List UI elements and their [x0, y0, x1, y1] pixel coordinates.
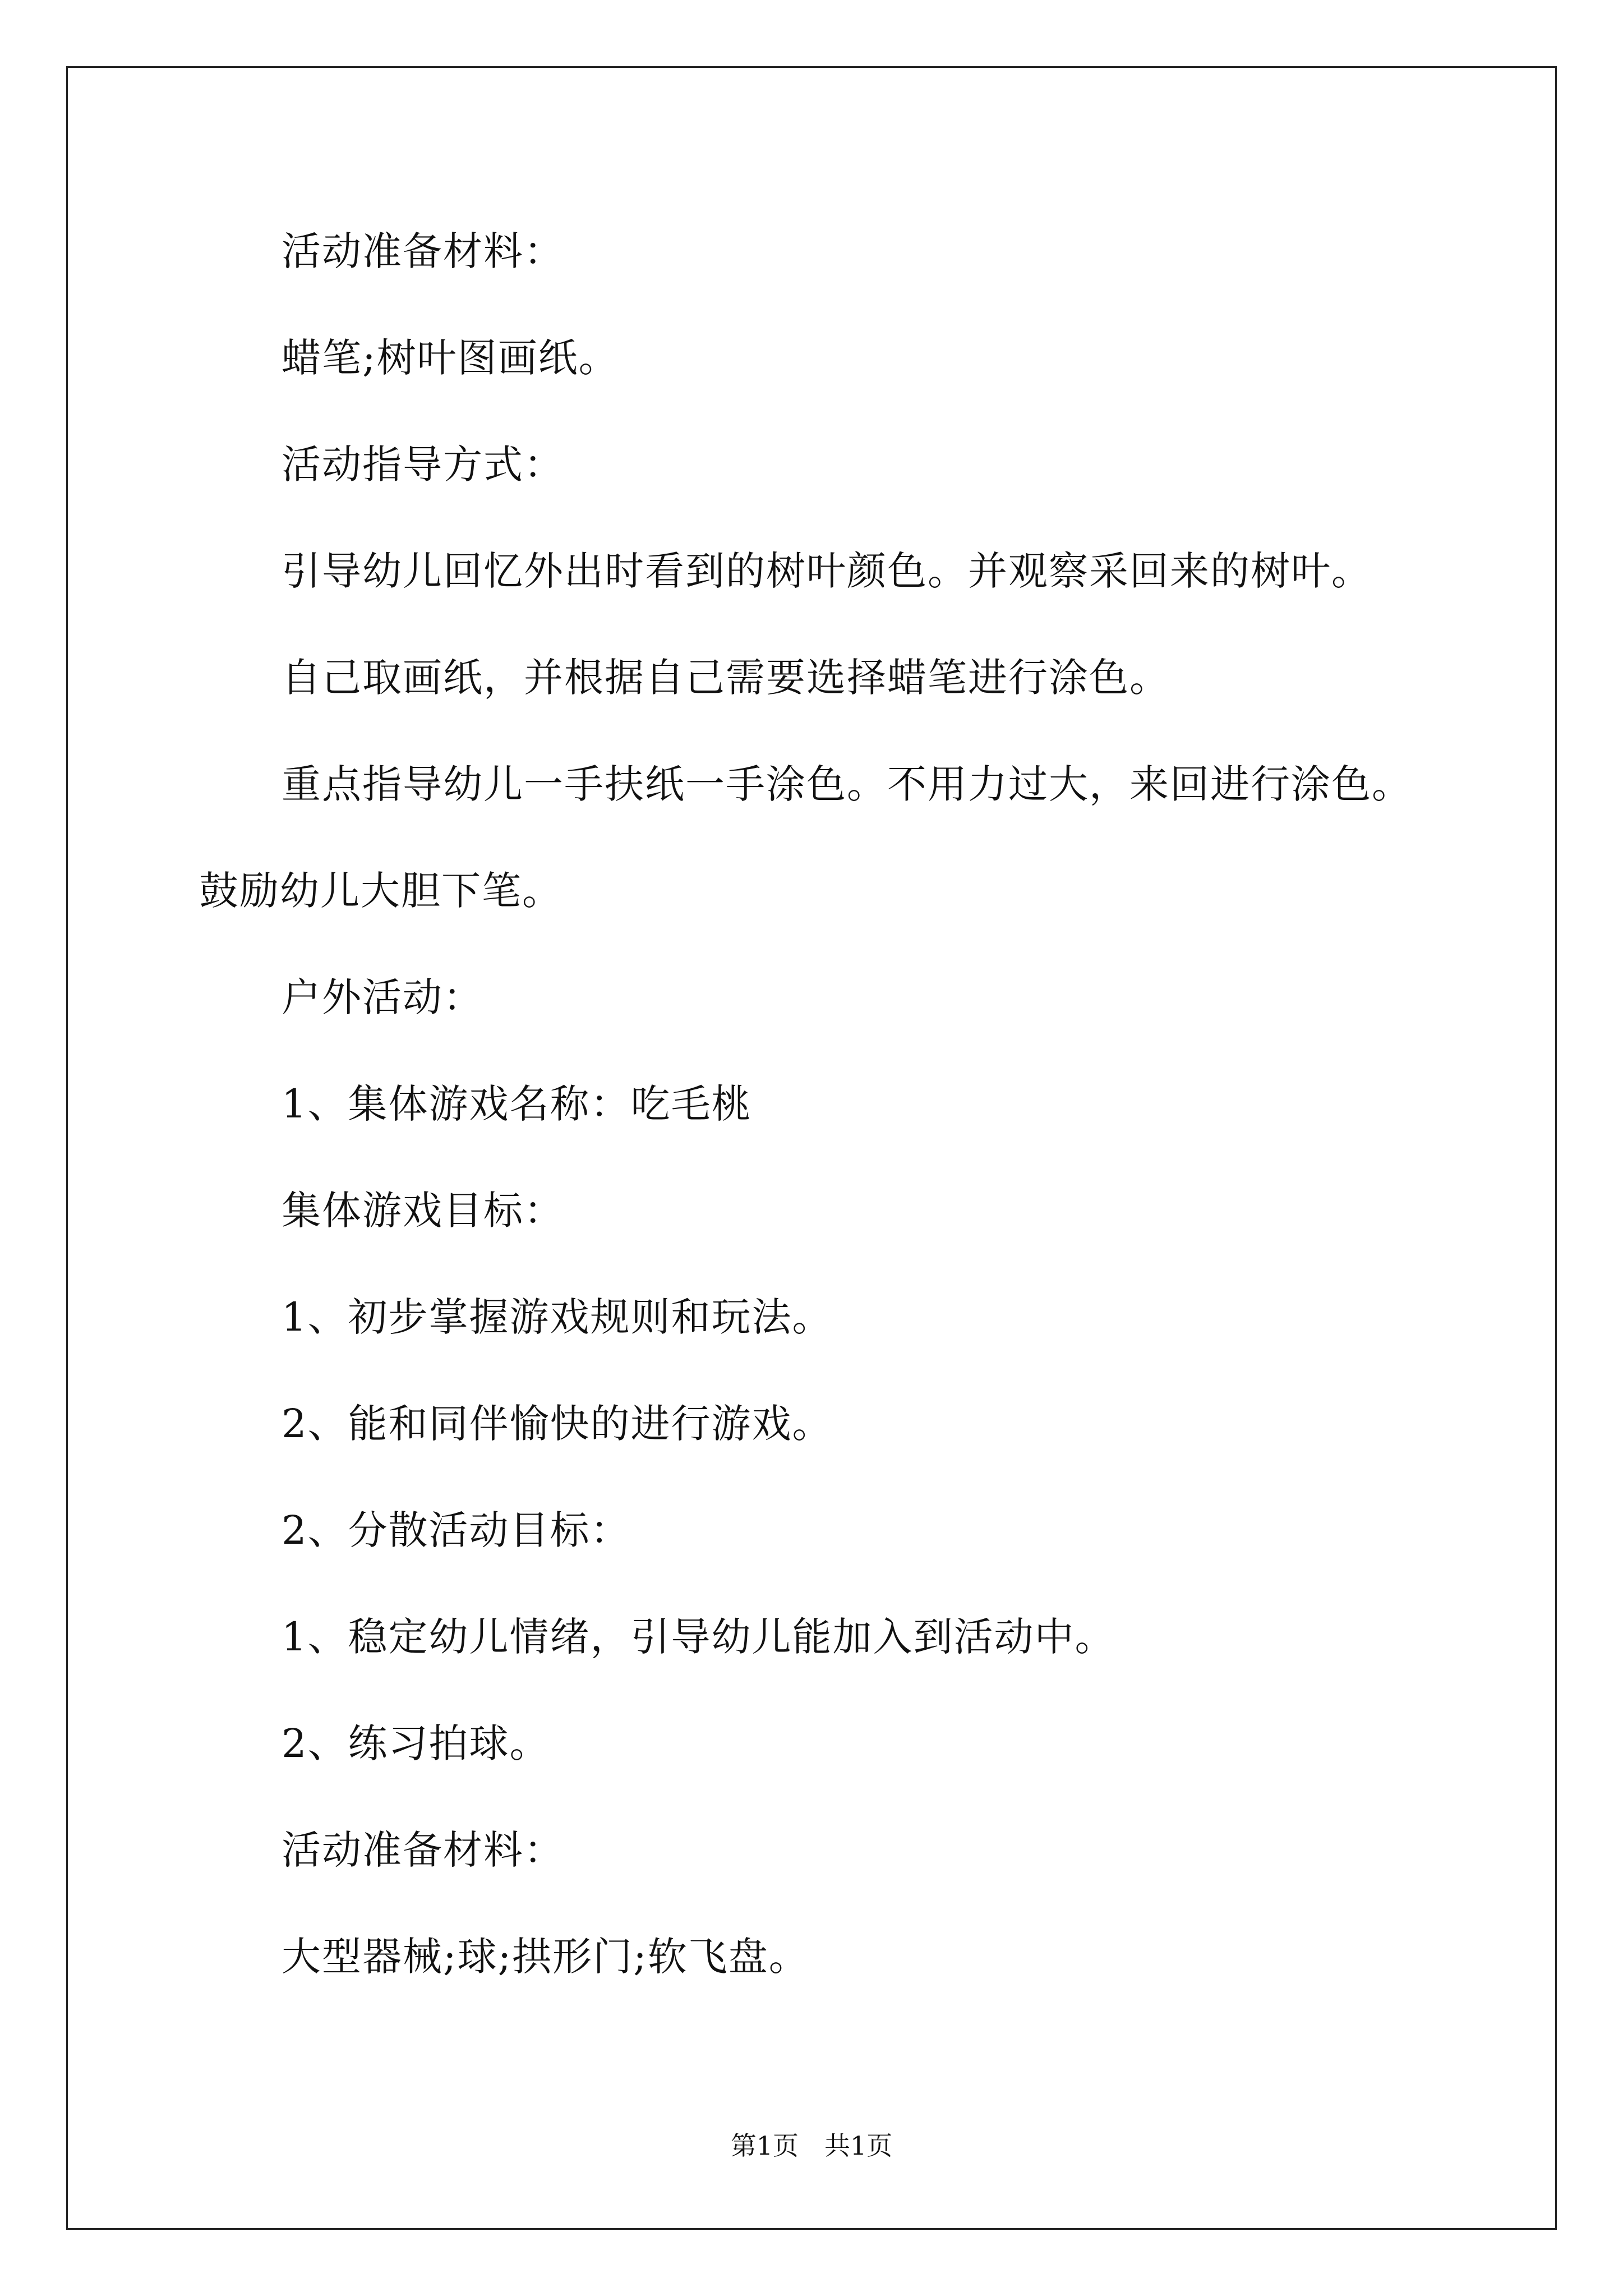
paragraph-guidance-1: 引导幼儿回忆外出时看到的树叶颜色。并观察采回来的树叶。 — [282, 548, 1372, 594]
page-border — [66, 66, 1557, 2230]
paragraph-materials-heading-1: 活动准备材料： — [282, 228, 564, 274]
paragraph-materials-list-1: 蜡笔;树叶图画纸。 — [282, 335, 619, 381]
paragraph-guidance-3: 重点指导幼儿一手扶纸一手涂色。不用力过大，来回进行涂色。 — [282, 761, 1412, 807]
paragraph-group-game-goal-1: 1、初步掌握游戏规则和玩法。 — [282, 1294, 833, 1340]
paragraph-guidance-3-continued: 鼓励幼儿大胆下笔。 — [199, 868, 562, 914]
paragraph-free-activity-goal-1: 1、稳定幼儿情绪，引导幼儿能加入到活动中。 — [282, 1614, 1115, 1660]
paragraph-free-activity-goal-2: 2、练习拍球。 — [282, 1720, 550, 1766]
paragraph-guidance-2: 自己取画纸，并根据自己需要选择蜡笔进行涂色。 — [282, 655, 1170, 701]
paragraph-outdoor-heading: 户外活动： — [282, 974, 483, 1020]
paragraph-free-activity-heading: 2、分散活动目标： — [282, 1507, 631, 1553]
paragraph-materials-heading-2: 活动准备材料： — [282, 1827, 564, 1873]
paragraph-group-game-goal-2: 2、能和同伴愉快的进行游戏。 — [282, 1401, 833, 1447]
paragraph-guidance-heading: 活动指导方式： — [282, 441, 564, 487]
page-number-footer: 第1页 共1页 — [730, 2131, 893, 2161]
paragraph-materials-list-2: 大型器械;球;拱形门;软飞盘。 — [282, 1934, 809, 1980]
paragraph-group-game-name: 1、集体游戏名称：吃毛桃 — [282, 1081, 752, 1127]
paragraph-group-game-goals-heading: 集体游戏目标： — [282, 1188, 564, 1234]
